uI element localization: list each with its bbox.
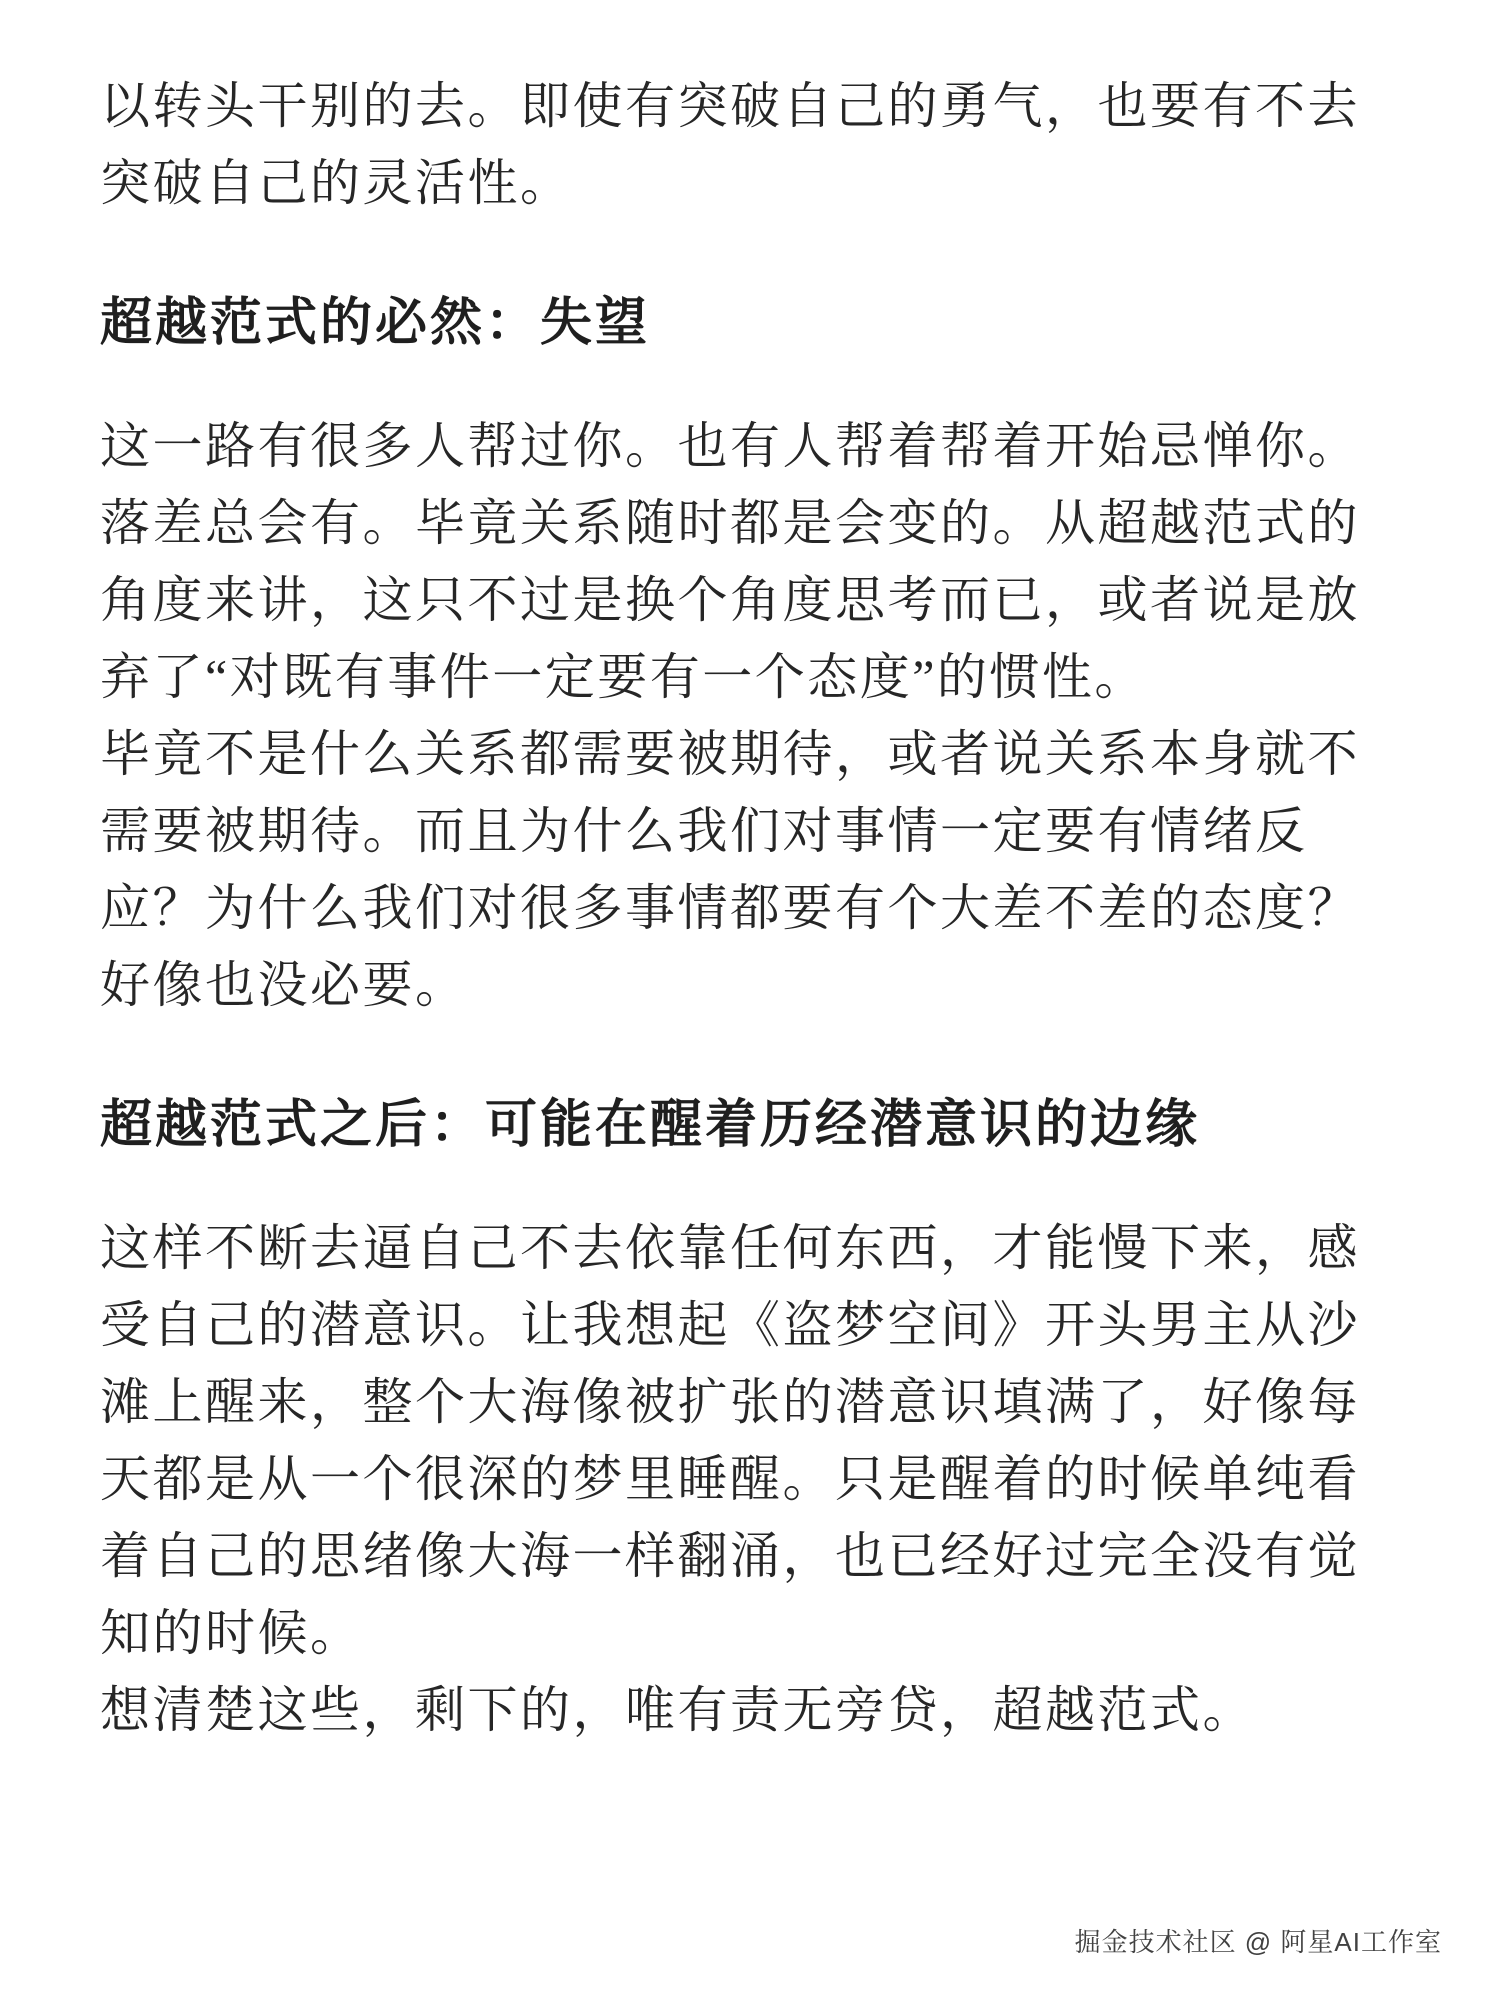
section-paragraph: 这样不断去逼自己不去依靠任何东西，才能慢下来，感受自己的潜意识。让我想起《盗梦空间》开头男主从沙滩上醒来，整个大海像被扩张的潜意识填满了，好像每天都是从一个很深的梦里睡醒。只是醒着的时候单纯看着自己的思绪像大海一样翻涌，也已经好过完全没有觉知的时候。	[100, 1220, 1360, 1661]
section-heading-disappointment: 超越范式的必然：失望	[100, 295, 651, 352]
section-paragraph: 毕竟不是什么关系都需要被期待，或者说关系本身就不需要被期待。而且为什么我们对事情一定要有情绪反应？为什么我们对很多事情都要有个大差不差的态度？好像也没必要。	[100, 726, 1360, 1013]
intro-paragraph: 以转头干别的去。即使有突破自己的勇气，也要有不去突破自己的灵活性。	[100, 78, 1360, 211]
watermark: 掘金技术社区 @ 阿星AI工作室	[1074, 1927, 1442, 1957]
section-paragraph: 这一路有很多人帮过你。也有人帮着帮着开始忌惮你。落差总会有。毕竟关系随时都是会变的。从超越范式的角度来讲，这只不过是换个角度思考而已，或者说是放弃了“对既有事件一定要有一个态度”的惯性。	[100, 418, 1360, 705]
section-paragraph: 想清楚这些，剩下的，唯有责无旁贷，超越范式。	[100, 1682, 1255, 1738]
section-heading-subconscious-edge: 超越范式之后：可能在醒着历经潜意识的边缘	[100, 1097, 1201, 1154]
